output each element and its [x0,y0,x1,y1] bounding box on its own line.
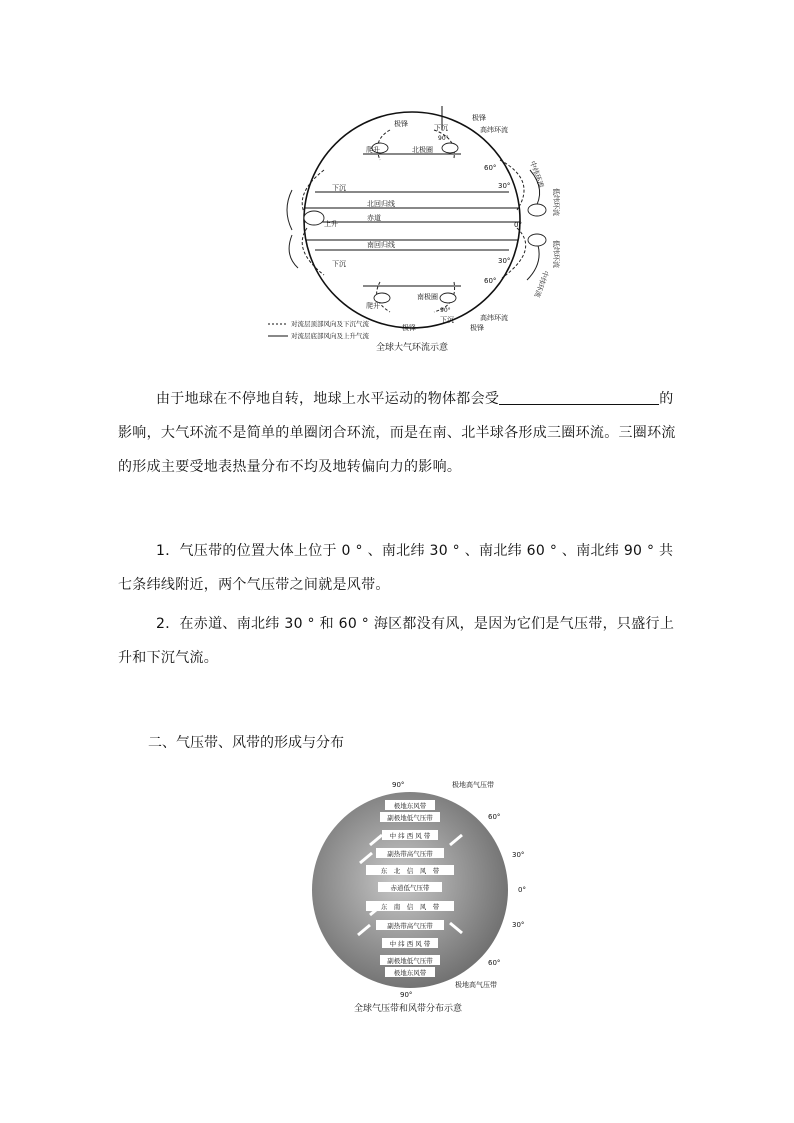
label-high-cell-top: 高纬环流 [480,126,508,134]
paragraph-text-start: 由于地球在不停地自转，地球上水平运动的物体都会受 [156,391,500,407]
label-low-cell-bottom: 低纬环流 [552,240,560,268]
band-subpolar-low-s: 副极地低气压带 [387,957,433,965]
fig2-label-90-top: 90° [392,781,405,789]
band-westerlies-s: 中 纬 西 风 带 [389,940,431,948]
label-polar-front-br: 极锋 [470,324,484,332]
band-subtropical-high-n: 副热带高气压带 [387,850,433,858]
label-low-cell-top: 低纬环流 [552,188,560,216]
list-item-2 [118,607,678,675]
fig2-label-90-bottom: 90° [400,991,413,999]
figure2-caption: 全球气压带和风带分布示意 [353,1004,463,1014]
label-sink-bottom: 下沉 [440,316,454,324]
label-mid-cell-top: 中纬环流 [528,159,546,189]
fig2-label-30-s: 30° [512,921,525,929]
fig2-label-30-n: 30° [512,851,525,859]
list-item-2-text: 2．在赤道、南北纬 30 ° 和 60 ° 海区都没有风，是因为它们是气压带，只盛行上升和下沉气流。 [118,616,675,666]
label-equator: 赤道 [367,214,381,222]
label-rise-bl: 爬升 [366,302,380,310]
figure1-caption: 全球大气环流示意 [375,343,449,353]
label-sink-left-s: 下沉 [332,260,346,268]
label-90-bottom: 90° [440,307,451,314]
band-se-trades: 东 南 信 风 带 [380,903,440,911]
label-antarctic-circle: 南极圈 [417,293,438,301]
fig2-label-60-n: 60° [488,813,501,821]
band-westerlies-n: 中 纬 西 风 带 [389,832,431,840]
label-0: 0° [514,221,522,229]
label-polar-front-bl: 极锋 [402,324,416,332]
label-tropic-cancer: 北回归线 [367,200,395,208]
fig2-label-polar-high-top: 极地高气压带 [452,781,494,789]
list-item-1-text: 1．气压带的位置大体上位于 0 ° 、南北纬 30 ° 、南北纬 60 ° 、南北纬 90 ° 共七条纬线附近，两个气压带之间就是风带。 [118,543,674,593]
label-30-s: 30° [498,257,511,265]
label-sink-left-n: 下沉 [332,184,346,192]
label-sink-top: 下沉 [434,124,448,132]
label-rise-tl: 爬升 [366,146,380,154]
band-polar-easterlies-s: 极地东风带 [393,969,427,977]
pressure-wind-belts-diagram [300,775,540,1020]
paragraph-coriolis [118,382,678,484]
label-rise-left: 上升 [324,220,338,228]
fig2-label-0: 0° [518,886,526,894]
label-tropic-capricorn: 南回归线 [367,241,395,249]
fig2-label-polar-high-bottom: 极地高气压带 [455,981,497,989]
label-arctic-circle: 北极圈 [412,146,433,154]
label-mid-cell-bottom: 中纬环流 [532,269,550,299]
paragraph-text-end: 的影响，大气环流不是简单的单圈闭合环流，而是在南、北半球各形成三圈环流。三圈环流的形成主要受地表热量分布不均及地转偏向力的影响。 [118,391,676,475]
fig2-label-60-s: 60° [488,959,501,967]
label-high-cell-bottom: 高纬环流 [480,314,508,322]
legend-dashed: 对流层顶部风向及下沉气流 [291,320,369,328]
label-30-n: 30° [498,182,511,190]
section-heading: 二、气压带、风带的形成与分布 [148,735,344,751]
band-equatorial-low: 赤道低气压带 [390,884,430,892]
label-90-top: 90° [438,135,449,142]
band-subpolar-low-n: 副极地低气压带 [387,814,433,822]
label-60-s: 60° [484,277,497,285]
band-polar-easterlies-n: 极地东风带 [393,802,427,810]
label-polar-front-tr: 极锋 [472,114,486,122]
global-circulation-diagram [262,100,562,362]
label-polar-front-tl: 极锋 [394,120,408,128]
band-subtropical-high-s: 副热带高气压带 [387,922,433,930]
legend-solid: 对流层底部风向及上升气流 [291,332,369,340]
band-ne-trades: 东 北 信 风 带 [380,867,440,875]
label-60-n: 60° [484,164,497,172]
list-item-1 [118,534,678,602]
fill-in-blank[interactable] [499,390,659,405]
